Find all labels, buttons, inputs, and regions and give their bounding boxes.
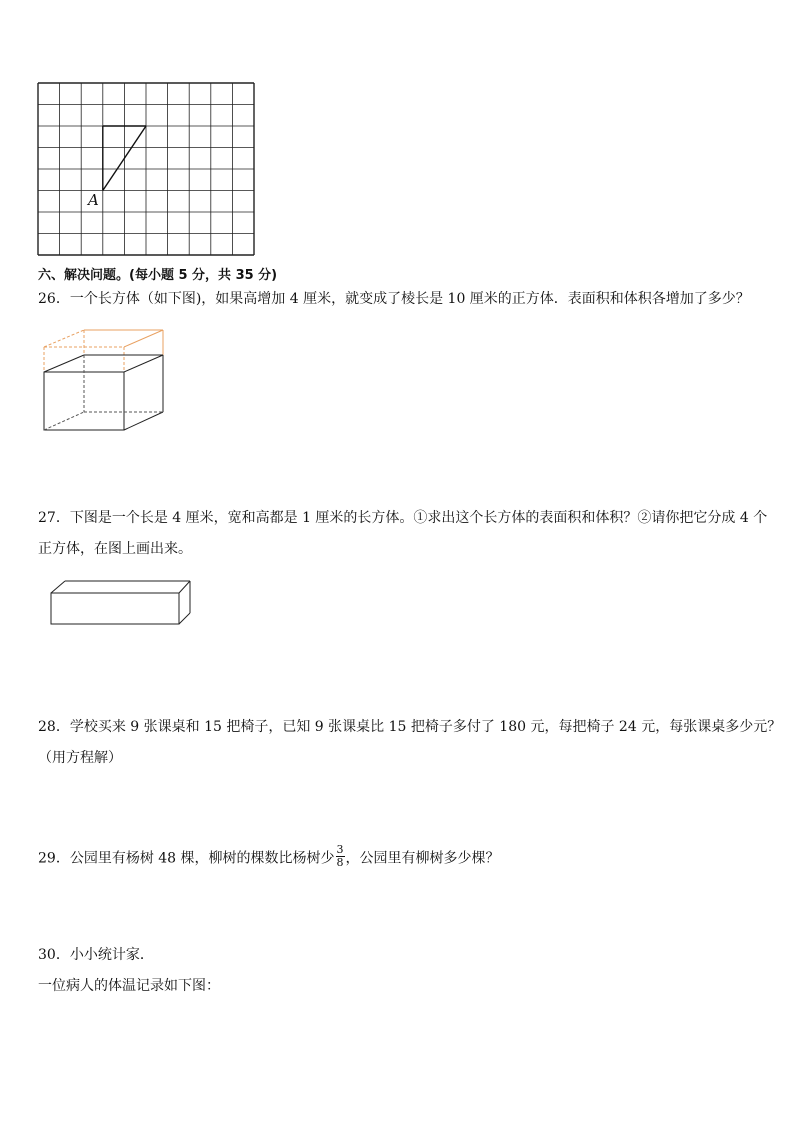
question-26-text: 26．一个长方体（如下图)，如果高增加 4 厘米，就变成了棱长是 10 厘米的正方体．表面积和体积各增加了多少？ [38, 291, 750, 307]
question-29-text-before: 29．公园里有杨树 48 棵，柳树的棵数比杨树少 [38, 850, 335, 867]
grid-figure [38, 83, 254, 255]
point-a-label: A [88, 191, 99, 209]
question-28-line1: 28．学校买来 9 张课桌和 15 把椅子，已知 9 张课桌比 15 把椅子多付了 180 元，每把椅子 24 元，每张课桌多少元？ [38, 719, 782, 735]
question-30-line2: 一位病人的体温记录如下图： [38, 978, 220, 994]
fraction-numerator: 3 [336, 843, 344, 856]
grid-lines [38, 83, 254, 255]
fraction-denominator: 8 [336, 856, 344, 869]
question-27-line1: 27．下图是一个长是 4 厘米，宽和高都是 1 厘米的长方体。①求出这个长方体的表面积和体积？②请你把它分成 4 个 [38, 510, 768, 526]
cuboid-extension-figure [40, 328, 170, 434]
question-29-text-after: ，公园里有柳树多少棵？ [345, 850, 500, 867]
long-cuboid-figure [48, 577, 193, 629]
question-30-line1: 30．小小统计家． [38, 947, 154, 963]
cuboid-extension-svg [40, 328, 170, 434]
question-28-line2: （用方程解） [38, 750, 122, 766]
grid-svg [38, 83, 254, 255]
section-title: 六、解决问题。(每小题 5 分，共 35 分) [38, 268, 278, 283]
fraction-three-eighths [336, 844, 345, 869]
question-29 [38, 843, 500, 871]
long-cuboid-svg [48, 577, 193, 629]
question-27-line2: 正方体，在图上画出来。 [38, 541, 192, 557]
